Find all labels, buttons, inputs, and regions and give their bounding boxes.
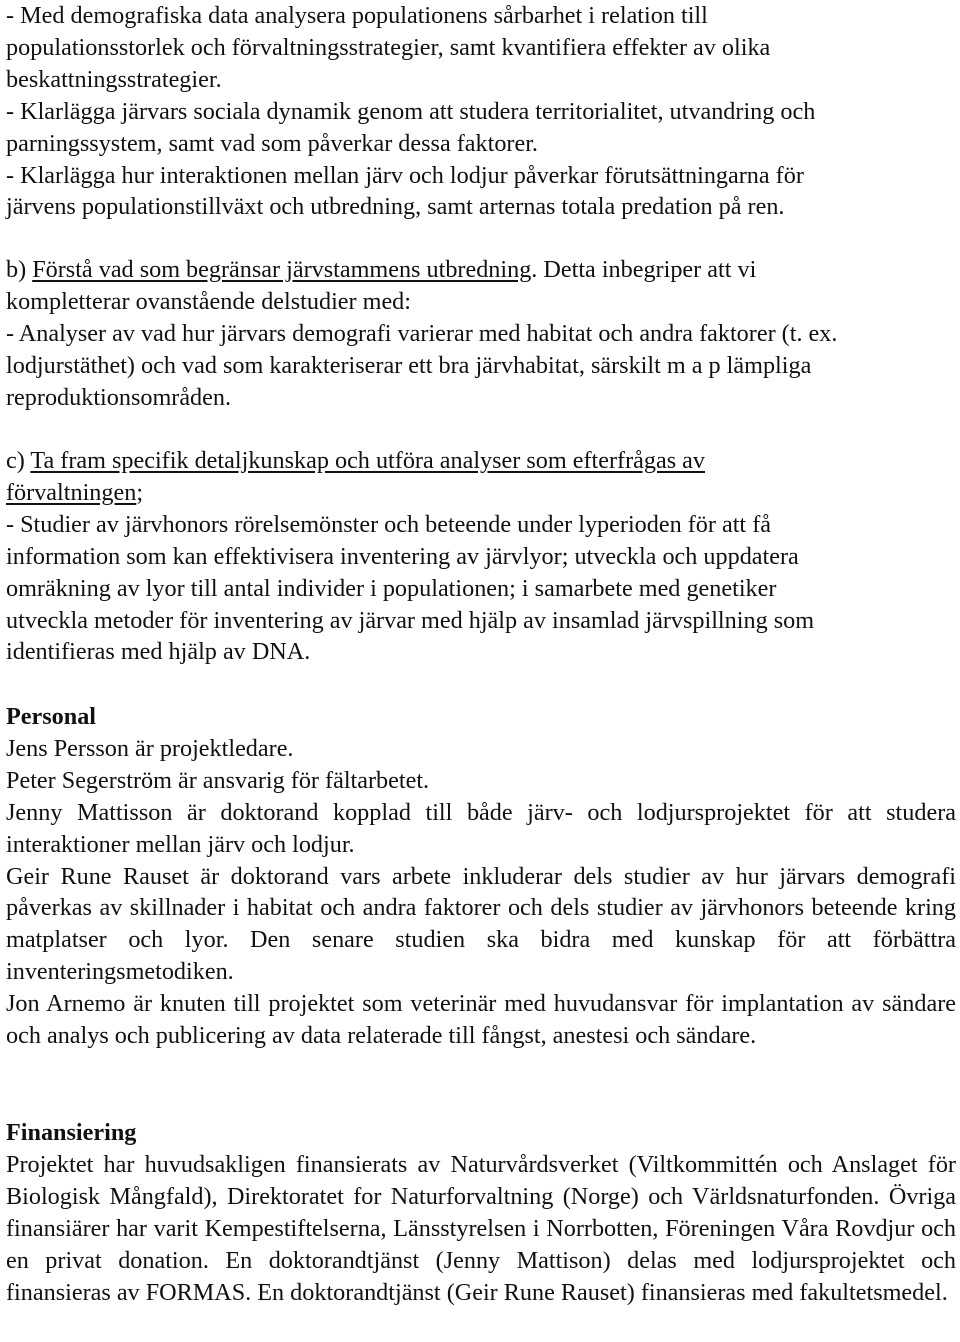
list-line: - Klarlägga hur interaktionen mellan järv och lodjur påverkar förutsättningarna för	[6, 161, 804, 189]
section-b-line: kompletterar ovanstående delstudier med:	[6, 287, 411, 315]
list-line: järvens populationstillväxt och utbredning, samt arternas totala predation på ren.	[6, 193, 785, 221]
section-c	[6, 445, 956, 668]
section-c-line: information som kan effektivisera inventering av järvlyor; utveckla och uppdatera	[6, 542, 799, 570]
section-c-title-line2: förvaltningen	[6, 478, 137, 506]
section-c-line: identifieras med hjälp av DNA.	[6, 638, 311, 666]
section-c-line: utveckla metoder för inventering av järvar med hjälp av insamlad järvspillning som	[6, 606, 815, 634]
personal-line: Jens Persson är projektledare.	[6, 734, 294, 762]
personal-paragraph: Geir Rune Rauset är doktorand vars arbete inkluderar dels studier av hur järvars demografi påverkas av skillnader i habitat och andra faktorer och dels studier av järvhonors beteende kring matplatser och lyor. Den senare studien ska bidra med kunskap för att förbättra inventeringsmetodiken.	[6, 862, 956, 986]
section-c-second-line	[6, 477, 956, 509]
list-line: - Klarlägga järvars sociala dynamik genom att studera territorialitet, utvandring och	[6, 97, 816, 125]
section-b-rest: . Detta inbegriper att vi	[531, 256, 757, 283]
objectives-list	[6, 0, 956, 223]
finansiering-paragraph: Projektet har huvudsakligen finansierats av Naturvårdsverket (Viltkommittén och Anslaget för Biologisk Mångfald), Direktoratet for Naturforvaltning (Norge) och Världsnaturfonden. Övriga finansiärer har varit Kempestiftelserna, Länsstyrelsen i Norrbotten, Föreningen Våra Rovdjur och en privat donation. En doktorandtjänst (Jenny Mattison) delas med lodjursprojektet och finansieras av FORMAS. En doktorandtjänst (Geir Rune Rauset) finansieras med fakultetsmedel.	[6, 1150, 956, 1306]
finansiering-section	[6, 1117, 956, 1308]
section-c-title-line1: Ta fram specifik detaljkunskap och utföra analyser som efterfrågas av	[30, 447, 706, 474]
section-c-first-line	[6, 445, 956, 477]
section-c-line: - Studier av järvhonors rörelsemönster och beteende under lyperioden för att få	[6, 510, 771, 538]
section-b-line: reproduktionsområden.	[6, 383, 232, 411]
section-b-line: - Analyser av vad hur järvars demografi varierar med habitat och andra faktorer (t. ex.	[6, 319, 838, 347]
list-line: parningssystem, samt vad som påverkar dessa faktorer.	[6, 129, 538, 157]
list-line: populationsstorlek och förvaltningsstrategier, samt kvantifiera effekter av olika	[6, 33, 771, 61]
section-c-rest: ;	[136, 478, 144, 506]
section-c-prefix: c)	[6, 447, 31, 474]
list-line: - Med demografiska data analysera populationens sårbarhet i relation till	[6, 2, 708, 29]
section-b-prefix: b)	[6, 256, 33, 283]
finansiering-heading: Finansiering	[6, 1119, 137, 1146]
section-b	[6, 254, 956, 414]
personal-paragraph: Jon Arnemo är knuten till projektet som veterinär med huvudansvar för implantation av sändare och analys och publicering av data relaterade till fångst, anestesi och sändare.	[6, 990, 956, 1050]
section-c-line: omräkning av lyor till antal individer i populationen; i samarbete med genetiker	[6, 574, 777, 602]
personal-line: Peter Segerström är ansvarig för fältarbetet.	[6, 766, 430, 794]
personal-section	[6, 701, 956, 1052]
section-b-line: lodjurstäthet) och vad som karakteriserar ett bra järvhabitat, särskilt m a p lämpliga	[6, 351, 812, 379]
personal-paragraph: Jenny Mattisson är doktorand kopplad till både järv- och lodjursprojektet för att studera interaktioner mellan järv och lodjur.	[6, 798, 956, 858]
section-b-title: Förstå vad som begränsar järvstammens utbredning	[32, 256, 532, 283]
section-b-first-line	[6, 254, 956, 286]
list-line: beskattningsstrategier.	[6, 65, 222, 93]
personal-heading: Personal	[6, 703, 97, 730]
